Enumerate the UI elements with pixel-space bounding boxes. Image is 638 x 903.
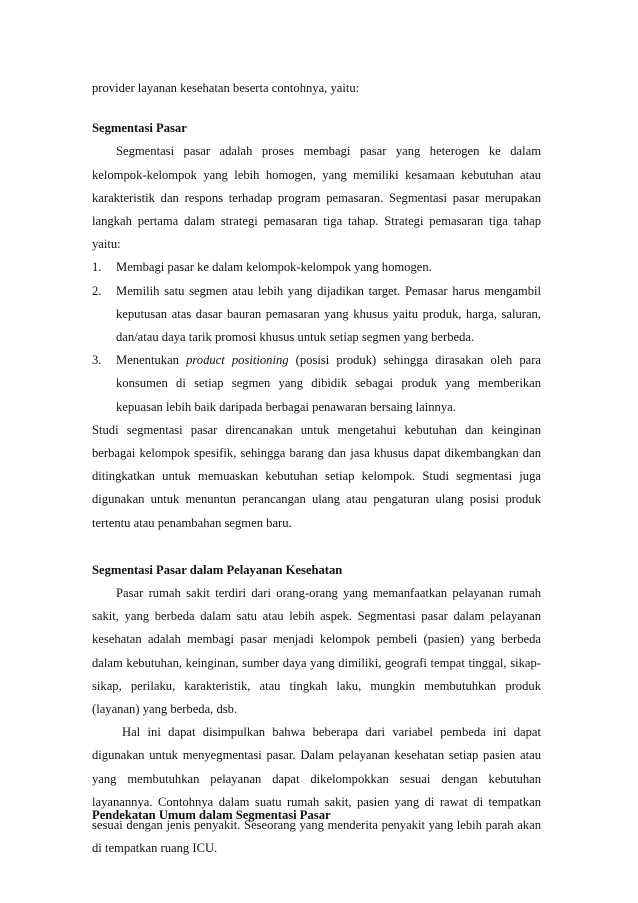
bottom-section [92, 804, 541, 827]
paragraph-pasar-rumah-sakit: Pasar rumah sakit terdiri dari orang-orang yang memanfaatkan pelayanan rumah sakit, yang berbeda dalam satu atau lebih aspek. Segmentasi pasar dalam pelayanan kesehatan adalah membagi pasar menjadi kelompok pembeli (pasien) yang berbeda dalam kebutuhan, keinginan, sumber daya yang dimiliki, geografi tempat tinggal, sikap-sikap, perilaku, karakteristik, atau tingkah laku, mungkin membutuhkan produk (layanan) yang berbeda, dsb. [92, 586, 541, 717]
paragraph-studi-segmentasi: Studi segmentasi pasar direncanakan untuk mengetahui kebutuhan dan keinginan berbagai kelompok spesifik, sehingga barang dan jasa khusus dapat dikembangkan dan ditingkatkan untuk memuaskan kebutuhan setiap kelompok. Studi segmentasi juga digunakan untuk menuntun perancangan ulang atau pengaturan ulang posisi produk tertentu atau penambahan segmen baru. [92, 422, 541, 530]
paragraph-kesimpulan: Hal ini dapat disimpulkan bahwa beberapa dari variabel pembeda ini dapat digunakan untuk menyegmentasi pasar. Dalam pelayanan kesehatan setiap pasien atau yang membutuhkan pelayanan dapat dikelompokkan sesuai dengan kebutuhan layanannya. Contohnya dalam suatu rumah sakit, pasien yang di rawat di tempatkan sesuai dengan jenis penyakit. Seseorang yang menderita penyakit yang lebih parah akan di tempatkan ruang ICU. [92, 725, 541, 856]
intro-line: provider layanan kesehatan beserta contohnya, yaitu: [92, 81, 360, 95]
list-text-before: Menentukan [116, 353, 187, 368]
strategy-steps-list [92, 256, 541, 418]
list-number: 3. [92, 353, 102, 368]
list-text-emphasis: product positioning [186, 353, 289, 368]
list-text-after: (posisi produk) sehingga dirasakan oleh para konsumen di setiap segmen yang dibidik sebagai produk yang memberikan kepuasan lebih baik daripada berbagai penawaran bersaing lainnya. [116, 353, 541, 414]
heading-segmentasi-pasar: Segmentasi Pasar [92, 121, 187, 136]
list-text: Membagi pasar ke dalam kelompok-kelompok yang homogen. [116, 260, 432, 275]
paragraph-segmentasi-definition: Segmentasi pasar adalah proses membagi pasar yang heterogen ke dalam kelompok-kelompok yang lebih homogen, yang memiliki kesamaan kebutuhan atau karakteristik dan respons terhadap program pemasaran. Segmentasi pasar merupakan langkah pertama dalam strategi pemasaran tiga tahap. Strategi pemasaran tiga tahap yaitu: [92, 144, 541, 252]
heading-segmentasi-pelayanan-kesehatan: Segmentasi Pasar dalam Pelayanan Kesehatan [92, 562, 343, 577]
list-number: 2. [92, 283, 102, 298]
list-item [92, 280, 541, 350]
document-body [92, 77, 541, 861]
list-text: Memilih satu segmen atau lebih yang dijadikan target. Pemasar harus mengambil keputusan atas dasar bauran pemasaran yang khusus yaitu produk, harga, saluran, dan/atau daya tarik promosi khusus untuk setiap segmen yang berbeda. [116, 283, 541, 345]
heading-pendekatan-umum: Pendekatan Umum dalam Segmentasi Pasar [92, 808, 331, 822]
list-item [92, 256, 541, 279]
list-number: 1. [92, 260, 102, 275]
list-item [92, 349, 541, 419]
